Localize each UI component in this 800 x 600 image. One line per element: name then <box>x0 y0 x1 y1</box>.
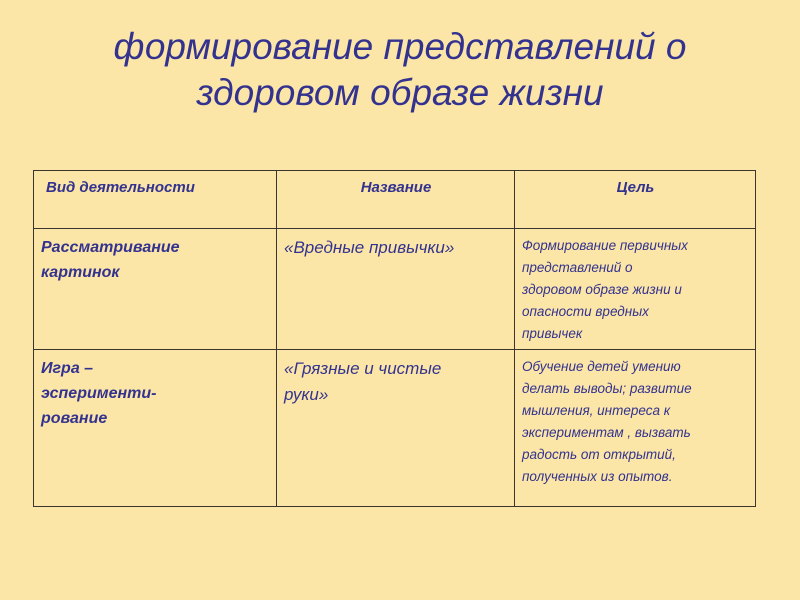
table-header-row <box>34 171 756 229</box>
cell-name: «Вредные привычки» <box>277 229 515 350</box>
cell-name-line: руки» <box>284 385 329 404</box>
slide-title <box>0 24 800 116</box>
slide-title-line-2: здоровом образе жизни <box>196 72 604 113</box>
cell-goal-line: мышления, интереса к <box>522 403 671 418</box>
activity-table <box>33 170 756 507</box>
cell-activity-line: Рассматривание <box>41 239 180 256</box>
table-row <box>34 229 756 350</box>
table-row <box>34 350 756 507</box>
cell-goal-line: Обучение детей умению <box>522 359 681 374</box>
header-activity-type: Вид деятельности <box>34 171 277 229</box>
cell-goal-line: экспериментам , вызвать <box>522 425 691 440</box>
cell-name-line: «Грязные и чистые <box>284 359 442 378</box>
cell-goal <box>515 350 756 507</box>
cell-activity <box>34 350 277 507</box>
cell-goal-line: Формирование первичных <box>522 238 688 253</box>
cell-goal-line: представлений о <box>522 260 633 275</box>
cell-activity-line: Игра – <box>41 360 94 377</box>
cell-goal-line: привычек <box>522 326 583 341</box>
header-goal: Цель <box>515 171 756 229</box>
slide-title-line-1: формирование представлений о <box>113 26 687 67</box>
cell-activity-line: картинок <box>41 264 120 281</box>
header-name: Название <box>277 171 515 229</box>
cell-goal-line: делать выводы; развитие <box>522 381 692 396</box>
cell-activity-line: рование <box>41 410 108 427</box>
cell-activity-line: эсперименти- <box>41 385 157 402</box>
cell-activity <box>34 229 277 350</box>
cell-goal-line: опасности вредных <box>522 304 649 319</box>
cell-goal-line: здоровом образе жизни и <box>522 282 682 297</box>
cell-goal-line: полученных из опытов. <box>522 469 673 484</box>
cell-name <box>277 350 515 507</box>
cell-goal <box>515 229 756 350</box>
cell-goal-line: радость от открытий, <box>522 447 676 462</box>
